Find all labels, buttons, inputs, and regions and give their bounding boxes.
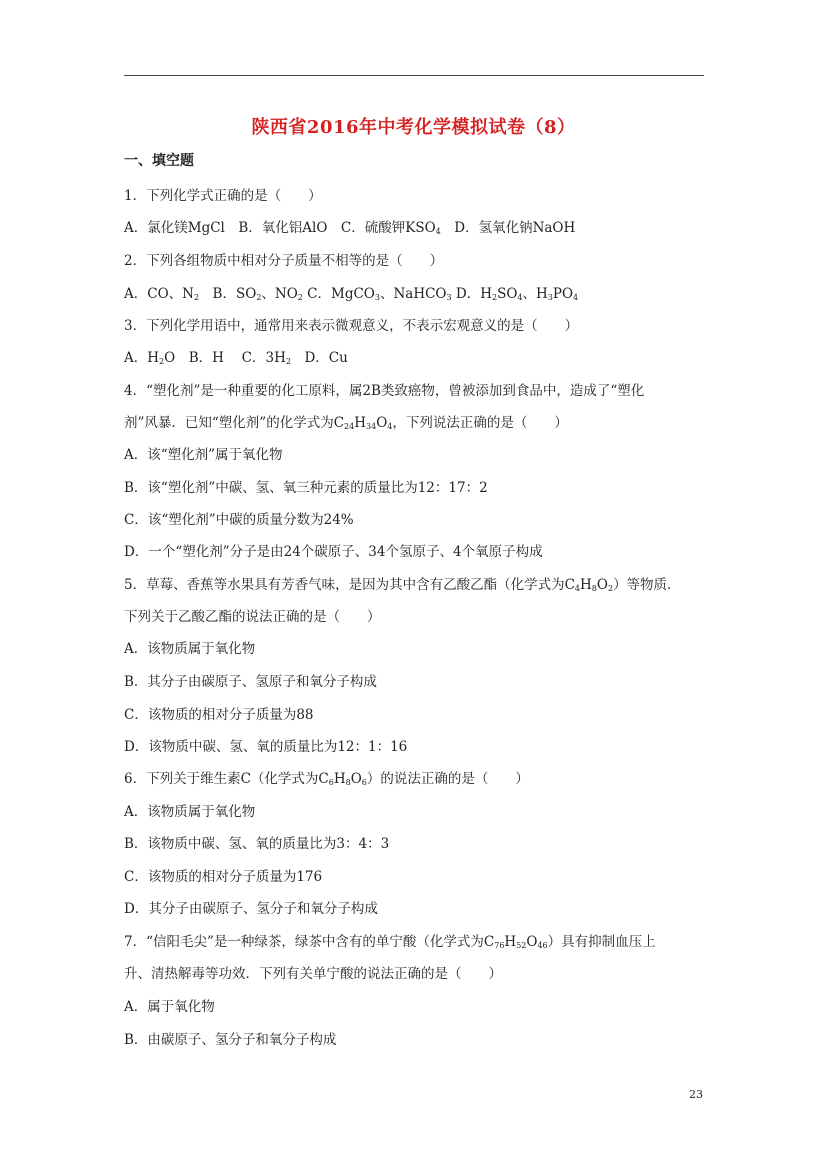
text-line: A．$H_2O$ B．H C．$3H_2$ D．Cu [124, 350, 348, 366]
text-line: A．该“塑化剂”属于氧化物 [124, 447, 283, 463]
text-line: B．由碳原子、氢分子和氧分子构成 [124, 1032, 337, 1048]
text-line: B．该物质中碳、氢、氧的质量比为3：4：3 [124, 836, 390, 852]
text-line: 5．草莓、香蕉等水果具有芳香气味，是因为其中含有乙酸乙酯（化学式为$C_4H_8O_2$）等物质． [124, 577, 681, 593]
text-line: C．该物质的相对分子质量为176 [124, 869, 323, 885]
header-rule [124, 75, 704, 76]
text-line: C．该“塑化剂”中碳的质量分数为24% [124, 512, 354, 528]
text-line: 剂”风暴．已知“塑化剂”的化学式为$C_{24}H_{34}O_4$，下列说法正确的是（ ） [124, 415, 568, 431]
text-line: 升、清热解毒等功效．下列有关单宁酸的说法正确的是（ ） [124, 966, 502, 982]
text-line: A．属于氧化物 [124, 999, 215, 1015]
text-line: 1．下列化学式正确的是（ ） [124, 188, 322, 204]
text-line: D．该物质中碳、氢、氧的质量比为12：1：16 [124, 739, 408, 755]
page-number: 23 [689, 1088, 703, 1101]
text-line: 4．“塑化剂”是一种重要的化工原料，属2B类致癌物，曾被添加到食品中，造成了“塑化 [124, 383, 645, 399]
text-line: 下列关于乙酸乙酯的说法正确的是（ ） [124, 609, 381, 625]
text-line: 2．下列各组物质中相对分子质量不相等的是（ ） [124, 253, 444, 269]
text-line: B．其分子由碳原子、氢原子和氧分子构成 [124, 674, 377, 690]
text-line: A．CO、$N_2$ B．$SO_2$、$NO_2$ C．MgCO$_3$、NaHCO$_3$ D．$H_2SO_4$、$H_3PO_4$ [124, 286, 579, 302]
text-line: 7．“信阳毛尖”是一种绿茶，绿茶中含有的单宁酸（化学式为$C_{76}H_{52}O_{46}$）具有抑制血压上 [124, 934, 656, 950]
text-line: A．氯化镁MgCl B．氧化铝AlO C．硫酸钾$KSO_4$ D．氢氧化钠NaOH [124, 220, 576, 236]
text-line: A．该物质属于氧化物 [124, 804, 256, 820]
text-line: B．该“塑化剂”中碳、氢、氧三种元素的质量比为12：17：2 [124, 480, 488, 496]
text-line: 6．下列关于维生素C（化学式为$C_6H_8O_6$）的说法正确的是（ ） [124, 771, 529, 787]
text-line: C．该物质的相对分子质量为88 [124, 707, 314, 723]
page-title: 陕西省2016年中考化学模拟试卷（8） [251, 117, 576, 138]
text-line: D．其分子由碳原子、氢分子和氧分子构成 [124, 901, 378, 917]
text-line: A．该物质属于氧化物 [124, 641, 256, 657]
text-line: D．一个“塑化剂”分子是由24个碳原子、34个氢原子、4个氧原子构成 [124, 544, 543, 560]
text-line: 3．下列化学用语中，通常用来表示微观意义，不表示宏观意义的是（ ） [124, 318, 579, 334]
section-heading: 一、填空题 [124, 153, 194, 169]
